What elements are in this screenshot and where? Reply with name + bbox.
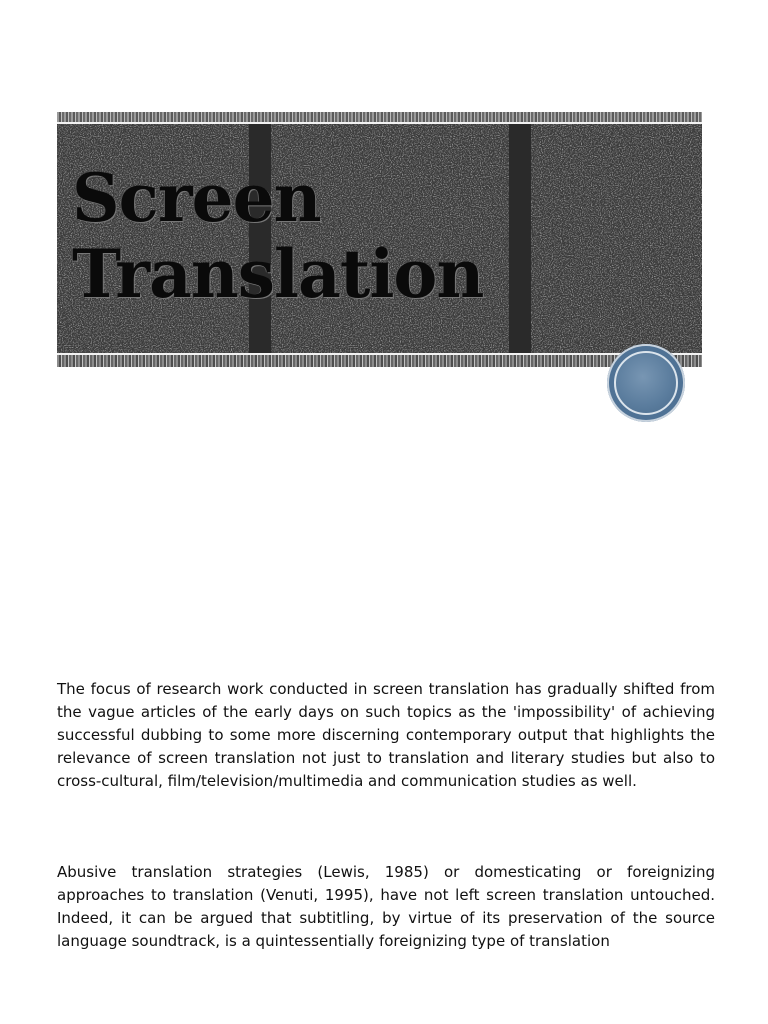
- film-edge-top: [57, 112, 702, 124]
- title-line-2: Translation: [72, 235, 484, 313]
- paragraph-translation-strategies: Abusive translation strategies (Lewis, 1985) or domesticating or foreignizing approaches to translation (Venuti, 1995), have not left screen translation untouched. Indeed, it can be argued that subtitling, by virtue of its preservation of the source language soundtrack, is a quintessentially foreignizing type of translation: [57, 863, 715, 950]
- paragraph-research-focus: The focus of research work conducted in screen translation has gradually shifted from the vague articles of the early days on such topics as the 'impossibility' of achieving successful dubbing to some more discerning contemporary output that highlights the relevance of screen translation not just to translation and literary studies but also to cross-cultural, film/television/multimedia and communication studies as well.: [57, 680, 715, 790]
- title-line-1: Screen: [72, 159, 321, 237]
- page-title: [72, 160, 483, 312]
- film-edge-bottom: [57, 353, 702, 367]
- film-frame-divider: [509, 124, 531, 353]
- badge-ring: [614, 351, 678, 415]
- decorative-circle-badge: [607, 344, 685, 422]
